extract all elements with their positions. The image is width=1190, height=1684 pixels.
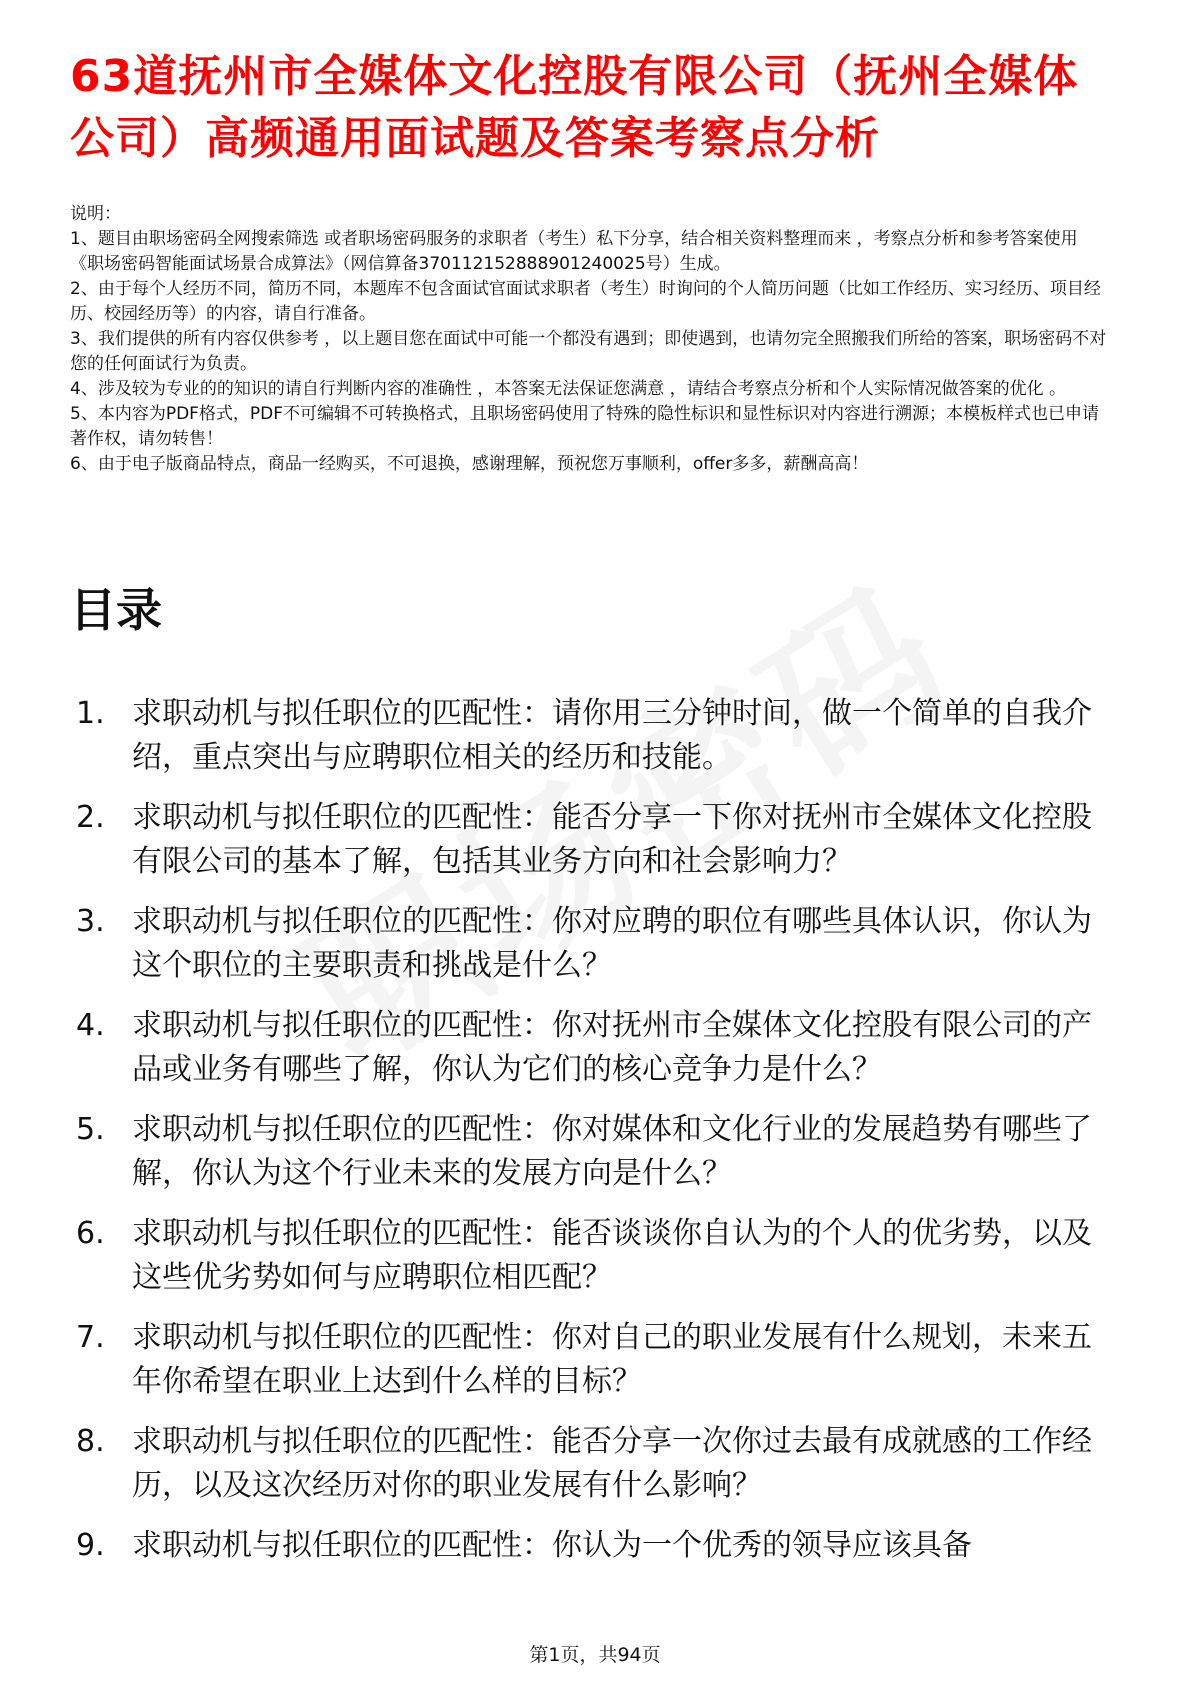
note-item: 2、由于每个人经历不同，简历不同，本题库不包含面试官面试求职者（考生）时询问的个人简历问题（比如工作经历、实习经历、项目经历、校园经历等）的内容，请自行准备。 <box>70 279 1101 324</box>
toc-item[interactable] <box>70 796 1110 884</box>
toc-item-text: 求职动机与拟任职位的匹配性：能否分享一次你过去最有成就感的工作经历，以及这次经历对你的职业发展有什么影响？ <box>132 1424 1092 1503</box>
toc-item[interactable] <box>70 1108 1110 1196</box>
toc-item[interactable] <box>70 692 1110 780</box>
toc-item-number: 9. <box>76 1528 105 1563</box>
toc-item-text: 求职动机与拟任职位的匹配性：你对应聘的职位有哪些具体认识，你认为这个职位的主要职责和挑战是什么？ <box>132 904 1092 983</box>
toc-item[interactable] <box>70 1212 1110 1300</box>
note-item: 6、由于电子版商品特点，商品一经购买，不可退换，感谢理解，预祝您万事顺利，offer多多，薪酬高高！ <box>70 454 869 474</box>
toc-item-text: 求职动机与拟任职位的匹配性：你对媒体和文化行业的发展趋势有哪些了解，你认为这个行业未来的发展方向是什么？ <box>132 1112 1092 1191</box>
toc-item-number: 4. <box>76 1008 105 1043</box>
toc-item-text: 求职动机与拟任职位的匹配性：你认为一个优秀的领导应该具备 <box>132 1528 972 1563</box>
toc-item-text: 求职动机与拟任职位的匹配性：你对自己的职业发展有什么规划，未来五年你希望在职业上达到什么样的目标？ <box>132 1320 1092 1399</box>
toc-heading: 目录 <box>70 583 162 637</box>
document-title: 63道抚州市全媒体文化控股有限公司（抚州全媒体公司）高频通用面试题及答案考察点分析 <box>70 51 1079 164</box>
toc-item[interactable] <box>70 1524 1110 1568</box>
notes-heading: 说明： <box>70 204 121 224</box>
toc-item[interactable] <box>70 1316 1110 1404</box>
toc-item-number: 6. <box>76 1216 105 1251</box>
note-item: 4、涉及较为专业的的知识的请自行判断内容的准确性 ，本答案无法保证您满意 ，请结合考察点分析和个人实际情况做答案的优化 。 <box>70 379 1067 399</box>
toc-item[interactable] <box>70 1420 1110 1508</box>
note-item: 5、本内容为PDF格式，PDF不可编辑不可转换格式，且职场密码使用了特殊的隐性标识和显性标识对内容进行溯源；本模板样式也已申请著作权，请勿转售！ <box>70 404 1100 449</box>
toc-item-text: 求职动机与拟任职位的匹配性：能否分享一下你对抚州市全媒体文化控股有限公司的基本了解，包括其业务方向和社会影响力？ <box>132 800 1092 879</box>
toc-item-number: 3. <box>76 904 105 939</box>
note-item: 3、我们提供的所有内容仅供参考 ，以上题目您在面试中可能一个都没有遇到；即使遇到，也请勿完全照搬我们所给的答案，职场密码不对您的任何面试行为负责。 <box>70 329 1107 374</box>
toc-item[interactable] <box>70 1004 1110 1092</box>
toc-item-number: 5. <box>76 1112 105 1147</box>
toc-item-text: 求职动机与拟任职位的匹配性：能否谈谈你自认为的个人的优劣势，以及这些优劣势如何与应聘职位相匹配？ <box>132 1216 1092 1295</box>
toc-item-number: 1. <box>76 696 105 731</box>
page-footer: 第1页，共94页 <box>529 1644 661 1666</box>
toc-item-number: 7. <box>76 1320 105 1355</box>
toc-list <box>70 692 1110 1584</box>
toc-item-text: 求职动机与拟任职位的匹配性：你对抚州市全媒体文化控股有限公司的产品或业务有哪些了解，你认为它们的核心竞争力是什么？ <box>132 1008 1092 1087</box>
toc-item-number: 8. <box>76 1424 105 1459</box>
toc-item-number: 2. <box>76 800 105 835</box>
note-item: 1、题目由职场密码全网搜索筛选 或者职场密码服务的求职者（考生）私下分享，结合相关资料整理而来 ，考察点分析和参考答案使用《职场密码智能面试场景合成算法》（网信算备370112152888901240025号）生成。 <box>70 229 1078 274</box>
toc-item-text: 求职动机与拟任职位的匹配性：请你用三分钟时间，做一个简单的自我介绍，重点突出与应聘职位相关的经历和技能。 <box>132 696 1092 775</box>
notes-section <box>70 202 1110 477</box>
toc-item[interactable] <box>70 900 1110 988</box>
